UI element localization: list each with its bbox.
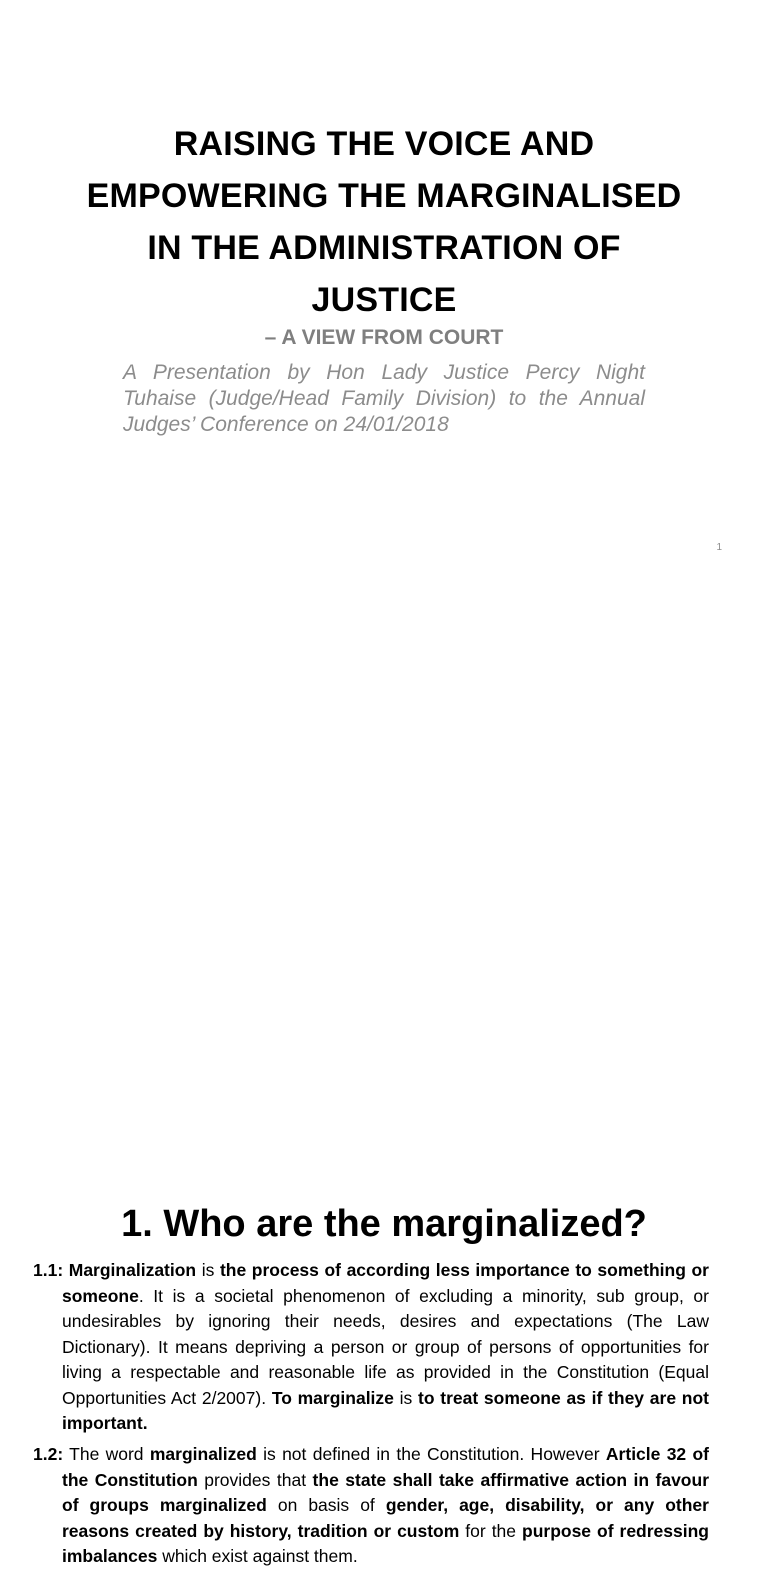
emphasis: purpose of redressing imbalances [62, 1520, 709, 1566]
emphasis: the state shall take affirmative action in favour of groups marginalized [62, 1469, 710, 1515]
text: is not defined in the Constitution. However [256, 1444, 606, 1464]
text: which exist against them. [157, 1546, 358, 1566]
para-number: 1.2: [33, 1444, 64, 1464]
text: for the [459, 1520, 522, 1541]
slide-1-subtitle: – A VIEW FROM COURT [264, 326, 504, 349]
emphasis: Article 32 of the Constitution [62, 1444, 709, 1490]
title-line: IN THE ADMINISTRATION OF [147, 229, 621, 267]
title-line: EMPOWERING THE MARGINALISED [86, 177, 682, 215]
para-number: 1.1: [33, 1260, 64, 1280]
definition: the process of according less importance to something or someone [62, 1260, 709, 1306]
text: is [393, 1387, 418, 1408]
title-line: JUSTICE [311, 281, 457, 319]
slide-1-title [40, 118, 728, 326]
presenter-credit: A Presentation by Hon Lady Justice Percy Night Tuhaise (Judge/Head Family Division) to the Annual Judges’ Conference on 24/01/2018 [123, 361, 645, 436]
text: provides that [197, 1469, 313, 1490]
page-number: 1 [716, 542, 722, 553]
emphasis: To marginalize [271, 1387, 394, 1408]
emphasis: gender, age, disability, or any other reasons created by history, tradition or custom [62, 1495, 709, 1541]
text: The word [63, 1444, 150, 1464]
slide-2 [0, 576, 768, 1566]
text: on basis of [266, 1495, 386, 1515]
slide-1 [0, 0, 768, 576]
text: is [196, 1260, 220, 1280]
text: . It is a societal phenomenon of excluding a minority, sub group, or undesirables by ignoring their needs, desires and expectations (The Law Dictionary). It means depriving a person or group of persons of opportunities for living a respectable and reasonable life as provided in the Constitution (Equal Opportunities Act 2/2007). [62, 1285, 709, 1408]
title-line: RAISING THE VOICE AND [173, 125, 595, 163]
term: Marginalization [68, 1260, 197, 1280]
slide-2-title: 1. Who are the marginalized? [121, 1203, 647, 1245]
emphasis: to treat someone as if they are not important. [62, 1387, 709, 1433]
paragraph-1-1 [33, 1258, 709, 1437]
paragraph-1-2 [33, 1442, 709, 1570]
emphasis: marginalized [149, 1444, 257, 1464]
